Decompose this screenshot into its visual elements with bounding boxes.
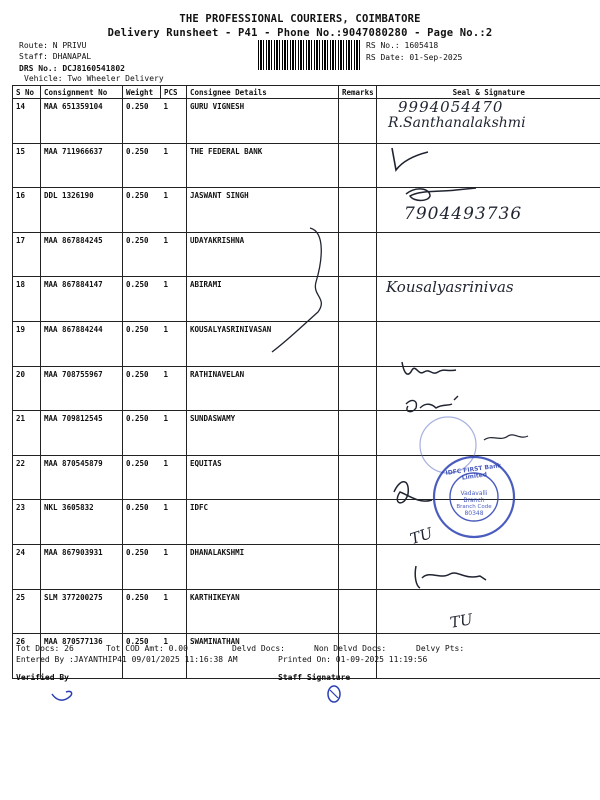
cell-sno: 17 — [13, 232, 41, 277]
drs-number: DRS No.: DCJ8160541802 — [19, 64, 125, 73]
cell-weight: 0.250 — [123, 544, 161, 589]
cell-weight: 0.250 — [123, 500, 161, 545]
cell-consignment: MAA 711966637 — [41, 143, 123, 188]
cell-consignment: NKL 3605832 — [41, 500, 123, 545]
delivered-docs: Delvd Docs: — [232, 644, 285, 653]
cell-pcs: 1 — [161, 500, 187, 545]
cell-consignment: MAA 870577136 — [41, 634, 123, 679]
cell-consignee: EQUITAS — [187, 455, 339, 500]
cell-consignment: MAA 867903931 — [41, 544, 123, 589]
cell-sno: 16 — [13, 188, 41, 233]
cell-weight: 0.250 — [123, 366, 161, 411]
cell-consignment: SLM 377200275 — [41, 589, 123, 634]
cell-pcs: 1 — [161, 232, 187, 277]
cell-pcs: 1 — [161, 321, 187, 366]
col-header-remarks: Remarks — [339, 86, 377, 99]
cell-sno: 20 — [13, 366, 41, 411]
cell-pcs: 1 — [161, 634, 187, 679]
company-title: THE PROFESSIONAL COURIERS, COIMBATORE — [179, 13, 421, 25]
cell-consignee: GURU VIGNESH — [187, 99, 339, 144]
total-cod-amount: Tot COD Amt: 0.00 — [106, 644, 188, 653]
total-docs: Tot Docs: 26 — [16, 644, 74, 653]
staff-label: Staff: DHANAPAL — [19, 52, 92, 61]
rs-date: RS Date: 01-Sep-2025 — [366, 53, 463, 62]
cell-sno: 21 — [13, 411, 41, 456]
printed-on: Printed On: 01-09-2025 11:19:56 — [278, 655, 428, 664]
runsheet-subtitle: Delivery Runsheet - P41 - Phone No.:9047080280 - Page No.:2 — [107, 27, 493, 39]
signature-stroke-rows17-20 — [272, 228, 321, 352]
verified-by-label: Verified By — [16, 673, 69, 682]
cell-pcs: 1 — [161, 277, 187, 322]
handwritten-phone-row16: 7904493736 — [404, 204, 523, 224]
route-label: Route: N PRIVU — [19, 41, 87, 50]
cell-consignment: MAA 651359104 — [41, 99, 123, 144]
cell-pcs: 1 — [161, 589, 187, 634]
handwritten-initials-row24: TU — [407, 523, 435, 549]
cell-weight: 0.250 — [123, 411, 161, 456]
signature-row21 — [406, 396, 458, 412]
col-header-consignment: Consignment No — [41, 86, 123, 99]
cell-weight: 0.250 — [123, 455, 161, 500]
cell-consignee: SUNDASWAMY — [187, 411, 339, 456]
cell-sno: 14 — [13, 99, 41, 144]
cell-weight: 0.250 — [123, 634, 161, 679]
cell-sno: 18 — [13, 277, 41, 322]
cell-consignee: KOUSALYASRINIVASAN — [187, 321, 339, 366]
signature-row15 — [392, 148, 428, 170]
cell-weight: 0.250 — [123, 277, 161, 322]
cell-sno: 22 — [13, 455, 41, 500]
col-header-weight: Weight — [123, 86, 161, 99]
cell-pcs: 1 — [161, 188, 187, 233]
cell-consignment: MAA 867884147 — [41, 277, 123, 322]
handwritten-name-row14: R.Santhanalakshmi — [388, 115, 526, 131]
cell-consignee: DHANALAKSHMI — [187, 544, 339, 589]
cell-consignee: THE FEDERAL BANK — [187, 143, 339, 188]
cell-pcs: 1 — [161, 366, 187, 411]
handwritten-initials-row26: TU — [448, 610, 475, 632]
cell-pcs: 1 — [161, 143, 187, 188]
cell-consignment: MAA 867884244 — [41, 321, 123, 366]
cell-weight: 0.250 — [123, 321, 161, 366]
cell-pcs: 1 — [161, 411, 187, 456]
delivery-points: Delvy Pts: — [416, 644, 465, 653]
cell-sno: 26 — [13, 634, 41, 679]
cell-pcs: 1 — [161, 455, 187, 500]
signature-row25 — [415, 566, 486, 588]
cell-consignee: UDAYAKRISHNA — [187, 232, 339, 277]
cell-consignee: KARTHIKEYAN — [187, 589, 339, 634]
cell-sno: 23 — [13, 500, 41, 545]
cell-weight: 0.250 — [123, 188, 161, 233]
cell-pcs: 1 — [161, 99, 187, 144]
signature-row20 — [402, 362, 456, 374]
cell-consignment: MAA 708755967 — [41, 366, 123, 411]
entered-by: Entered By :JAYANTHIP41 09/01/2025 11:16:38 AM — [16, 655, 238, 664]
col-header-seal-signature: Seal & Signature — [377, 86, 600, 99]
signature-row22 — [484, 435, 528, 440]
cell-weight: 0.250 — [123, 143, 161, 188]
col-header-pcs: PCS — [161, 86, 187, 99]
signature-row16 — [406, 188, 476, 201]
col-header-sno: S No — [13, 86, 41, 99]
cell-pcs: 1 — [161, 544, 187, 589]
vehicle-label: Vehicle: Two Wheeler Delivery — [24, 74, 164, 83]
cell-consignment: MAA 709812545 — [41, 411, 123, 456]
cell-consignment: MAA 870545879 — [41, 455, 123, 500]
cell-weight: 0.250 — [123, 99, 161, 144]
verified-by-mark — [52, 691, 72, 700]
cell-weight: 0.250 — [123, 589, 161, 634]
cell-consignee: SWAMINATHAN — [187, 634, 339, 679]
cell-sno: 15 — [13, 143, 41, 188]
cell-consignment: MAA 867884245 — [41, 232, 123, 277]
handwritten-name-row18: Kousalyasrinivas — [386, 278, 514, 296]
cell-sno: 25 — [13, 589, 41, 634]
signature-row23 — [394, 482, 432, 503]
bank-seal-text: IDFC FIRST Bank Limited Vadavalli Branch Branch Code 80348 — [445, 462, 502, 517]
cell-weight: 0.250 — [123, 232, 161, 277]
col-header-consignee: Consignee Details — [187, 86, 339, 99]
handwritten-phone-row14: 9994054470 — [398, 98, 504, 116]
cell-consignee: ABIRAMI — [187, 277, 339, 322]
staff-signature-label: Staff Signature — [278, 673, 351, 682]
cell-sno: 19 — [13, 321, 41, 366]
cell-consignee: RATHINAVELAN — [187, 366, 339, 411]
cell-sno: 24 — [13, 544, 41, 589]
cell-consignment: DDL 1326190 — [41, 188, 123, 233]
rs-number: RS No.: 1605418 — [366, 41, 439, 50]
cell-consignee: JASWANT SINGH — [187, 188, 339, 233]
cell-consignee: IDFC — [187, 500, 339, 545]
non-delivered-docs: Non Delvd Docs: — [314, 644, 387, 653]
